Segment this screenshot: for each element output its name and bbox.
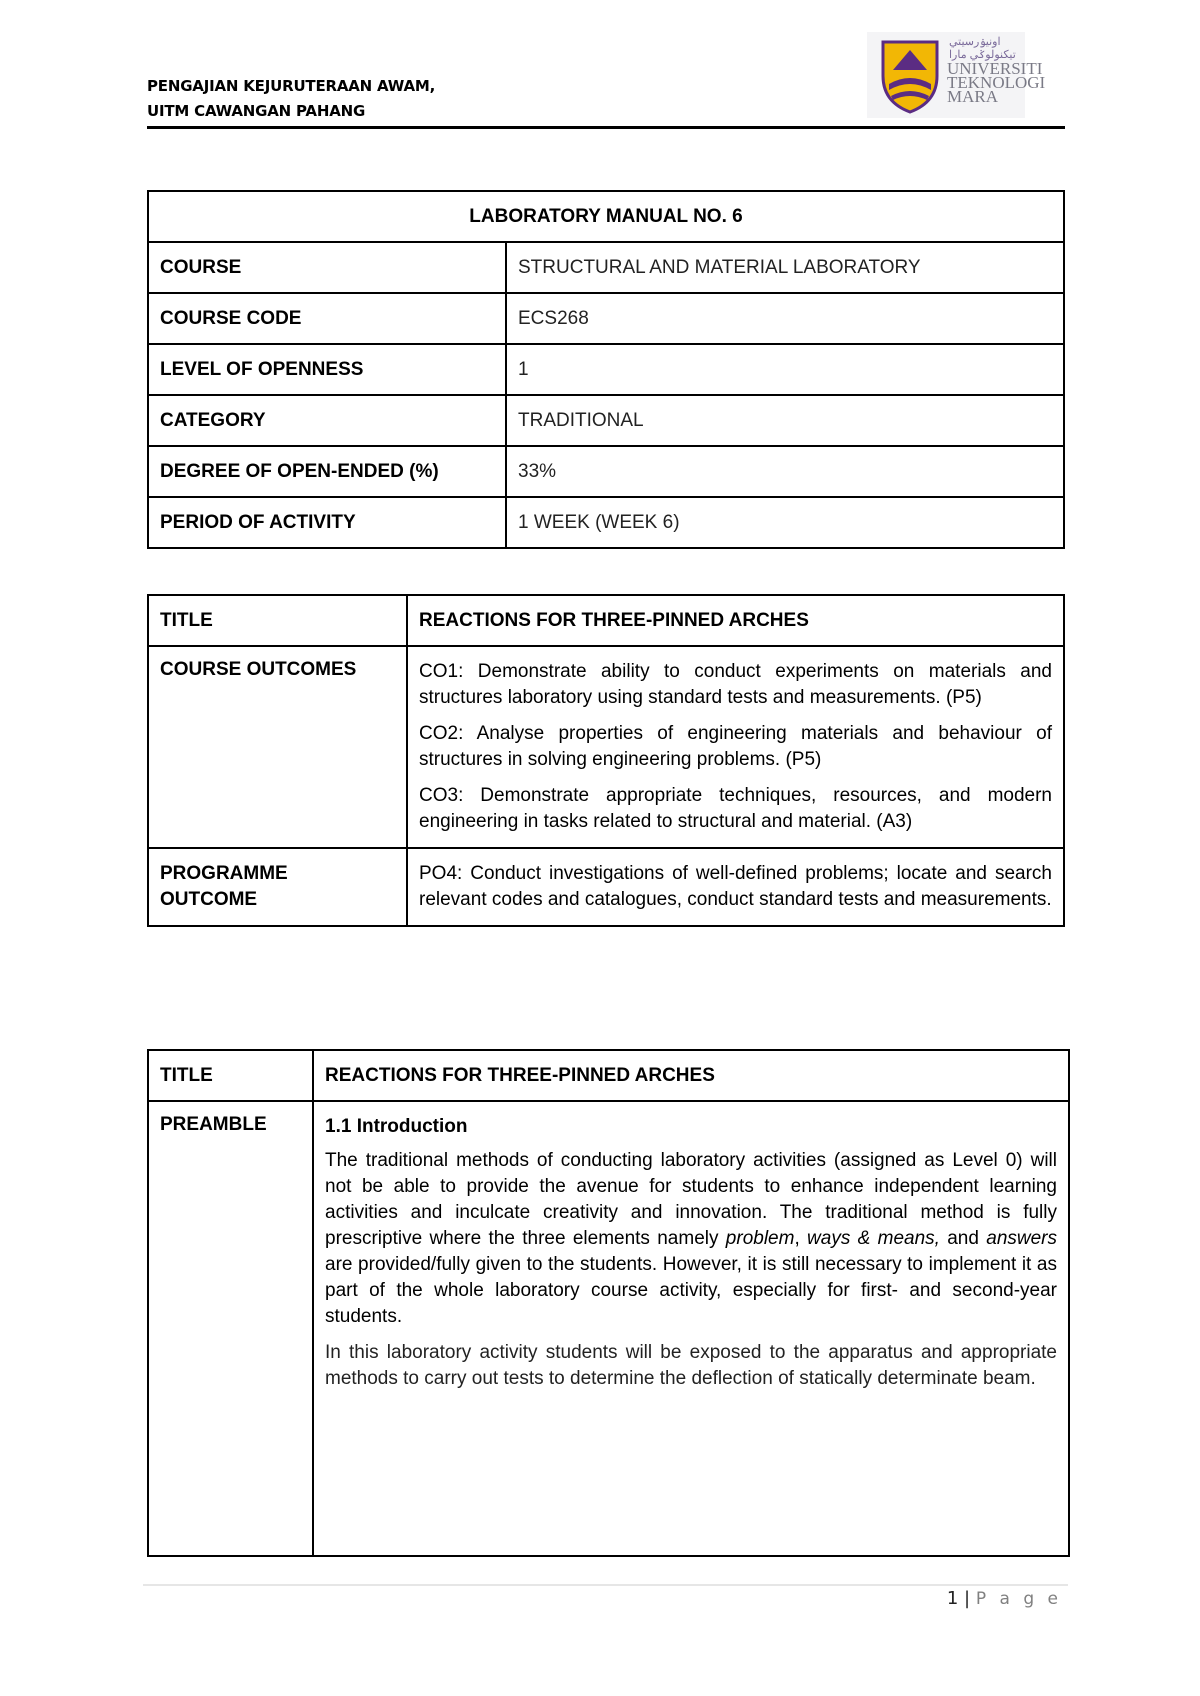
page-number: 1	[946, 1588, 959, 1609]
shield-emblem-icon	[875, 36, 945, 114]
logo-line-3: MARA	[947, 87, 999, 106]
table-row	[148, 395, 1064, 446]
title-label: TITLE	[148, 595, 407, 646]
row-value: ECS268	[506, 293, 1064, 344]
table-row	[148, 1050, 1069, 1101]
table-row	[148, 646, 1064, 848]
page-word: P a g e	[975, 1589, 1062, 1609]
title-value: REACTIONS FOR THREE-PINNED ARCHES	[407, 595, 1064, 646]
logo-line-1: UNIVERSITI	[947, 59, 1043, 78]
table-row	[148, 446, 1064, 497]
logo-text	[947, 48, 1045, 104]
institution-line-2: UITM CAWANGAN PAHANG	[147, 102, 366, 120]
footer-divider	[143, 1584, 1068, 1586]
logo-line-2: TEKNOLOGI	[947, 73, 1046, 92]
title-label: TITLE	[148, 1050, 313, 1101]
table-row	[148, 344, 1064, 395]
course-outcome-3: CO3: Demonstrate appropriate techniques, resources, and modern engineering in tasks related to structural and material. (A3)	[419, 785, 1052, 832]
programme-outcome-label-line-2: OUTCOME	[160, 889, 258, 910]
outcomes-table	[147, 594, 1065, 927]
row-label: CATEGORY	[148, 395, 506, 446]
section-heading: 1.1 Introduction	[325, 1116, 468, 1137]
institution-line-1: PENGAJIAN KEJURUTERAAN AWAM,	[147, 77, 436, 95]
table-row	[148, 1101, 1069, 1556]
preamble-table	[147, 1049, 1070, 1557]
table-row	[148, 497, 1064, 548]
p1-part-d: are provided/fully given to the students. However, it is still necessary to implement it as part of the whole laboratory course activity, especially for first- and second-year students.	[325, 1254, 1057, 1327]
table-row	[148, 595, 1064, 646]
programme-outcome-label	[148, 848, 407, 926]
page-separator: |	[964, 1588, 971, 1609]
manual-info-table	[147, 190, 1065, 549]
course-outcome-1: CO1: Demonstrate ability to conduct experiments on materials and structures laboratory using standard tests and measurements. (P5)	[419, 661, 1052, 708]
course-outcomes-list	[407, 646, 1064, 848]
p1-part-c: and	[939, 1228, 987, 1249]
preamble-label: PREAMBLE	[148, 1101, 313, 1556]
p1-problem: problem	[725, 1228, 795, 1249]
p1-answers: answers	[986, 1228, 1057, 1249]
manual-heading: LABORATORY MANUAL NO. 6	[148, 191, 1064, 242]
title-value: REACTIONS FOR THREE-PINNED ARCHES	[313, 1050, 1069, 1101]
row-label: PERIOD OF ACTIVITY	[148, 497, 506, 548]
row-label: COURSE	[148, 242, 506, 293]
programme-outcome-po4: PO4: Conduct investigations of well-defined problems; locate and search relevant codes and catalogues, conduct standard tests and measurements.	[419, 863, 1052, 910]
row-value: 1 WEEK (WEEK 6)	[506, 497, 1064, 548]
uitm-logo	[867, 32, 1046, 118]
row-label: LEVEL OF OPENNESS	[148, 344, 506, 395]
p1-part-a: The traditional methods of conducting laboratory activities (assigned as Level 0) will not be able to provide the avenue for students to enhance independent learning activities and inculcate creativity and innovation. The traditional method is fully prescriptive where the three elements namely	[325, 1150, 1057, 1249]
table-row	[148, 242, 1064, 293]
institution-name	[147, 74, 435, 124]
preamble-paragraph-2: In this laboratory activity students will be exposed to the apparatus and appropriate methods to carry out tests to determine the deflection of statically determinate beam.	[325, 1342, 1057, 1389]
row-value: STRUCTURAL AND MATERIAL LABORATORY	[506, 242, 1064, 293]
course-outcomes-label: COURSE OUTCOMES	[148, 646, 407, 848]
table-row	[148, 293, 1064, 344]
course-outcome-2: CO2: Analyse properties of engineering materials and behaviour of structures in solving engineering problems. (P5)	[419, 723, 1052, 770]
page-footer	[947, 1588, 1062, 1609]
table-row	[148, 191, 1064, 242]
logo-script-text: اونيۏرسيتي تيكنولوݢي مارا	[949, 36, 1016, 61]
p1-ways-means: ways & means,	[807, 1228, 940, 1249]
row-value: 1	[506, 344, 1064, 395]
page-header	[147, 36, 1065, 129]
row-value: TRADITIONAL	[506, 395, 1064, 446]
programme-outcome-label-line-1: PROGRAMME	[160, 863, 288, 884]
p1-part-b: ,	[794, 1228, 808, 1249]
programme-outcome-text	[407, 848, 1064, 926]
table-row	[148, 848, 1064, 926]
row-label: DEGREE OF OPEN-ENDED (%)	[148, 446, 506, 497]
row-label: COURSE CODE	[148, 293, 506, 344]
preamble-content	[313, 1101, 1069, 1556]
row-value: 33%	[506, 446, 1064, 497]
preamble-paragraph-1	[325, 1148, 1057, 1330]
